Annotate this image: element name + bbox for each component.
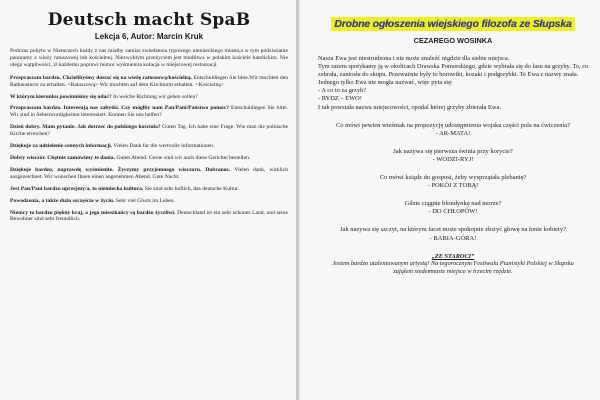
right-page [300,0,600,400]
joke-answer: - WODZI-RYJ! [432,155,474,163]
story-line: Tym razem spotykamy ją w okolicach Drawska Pomorskiego, gdzie wybrała się do lasu na grzyby. To, co zebrała, zaniosła do skupu. Przeważnie były to borowiki, kozaki i podgrzybki. Te Ewa z nazwy znała. Jednego tylko Ewa nie mogła nazwać, więc pyta się: [318,63,589,87]
phrase-item [10,155,288,162]
phrase-polish: Dobry wieczór. Chętnie zamówimy te dania. [10,154,115,161]
phrase-polish: Jest Pan/Pani bardzo uprzejmy/a, to niemiecka kultura. [10,185,144,192]
joke-item [314,226,592,242]
joke-answer: - DO CHŁOPÓW! [428,208,478,216]
lesson-title: Deutsch macht SpaB [47,10,251,30]
phrase-item [10,167,288,181]
phrase-item [10,94,288,101]
phrase-polish: Powodzenia, a także dużo szczęścia w życiu. [10,197,115,204]
joke-item [314,122,592,138]
phrase-item [10,75,288,89]
column-banner-text: Drobne ogłoszenia wiejskiego filozofa ze Słupska [334,18,572,30]
phrase-polish: W którym kierunku powinniśmy się udać? [10,93,112,100]
column-author: CEZAREGO WOSINKA [413,36,493,45]
phrase-german: Entschuldiegen Sie bitte. Wir sind in Sehenwurdigkeiten interessiert. Konnen Sie uns helfen? [10,105,289,119]
phrase-german: Sehr viel Gluck im Leben. [114,197,175,204]
phrase-polish: Niemcy to bardzo piękny kraj, a jego mieszkańcy są bardzo życzliwi. [10,209,176,216]
lesson-intro: Podczas pobytu w Niemczech każdy z nas miałby zamiar zwiedzenia typowego niemieckiego miasta,a w tym podziwianie panoramy z wieży ratuszowej lub kościelnej. Niezwykłym przeżyciem jest modlitwa w polskim kościele katolickim. Nie ulega wątpliwości, iż każdemu poprawi humor wyśmienita kolacja w miejscowej restauracji. [10,48,288,68]
phrase-german: In welche Richtung wir gehen sollen? [111,93,198,100]
phrase-polish: Przepraszam bardzo. Chcielibyśmy dostać się na wieżę ratuszową/kościelną. [10,74,192,81]
joke-item [314,200,592,216]
story-line: I tak powstała nazwa miejscowości, opodal której grzyby zbierała Ewa. [318,103,501,111]
joke-question: Jak nazywa się pierwsza świnia przy korycie? [393,147,513,155]
joke-answer: - POKÓJ Z TOBĄ! [427,182,479,190]
phrase-german: Guten Abend. Gerne sind wir auch diese Gerichte bestellen. [114,154,251,161]
story-line: - A co to za grzyb? [318,87,367,95]
left-page [0,0,297,400]
joke-item [314,174,592,190]
phrase-item [10,198,288,205]
joke-item [314,148,592,164]
phrase-german: Deutschland ist ein sehr schones Land, und seine Bewohner sind sehr freundlich. [10,209,288,223]
phrase-item [10,105,288,119]
joke-question: Co mówi pewien wieśniak na propozycję udostępnienia wojsku części pola na ćwiczenia? [335,121,571,129]
phrase-item [10,143,288,150]
phrase-german: Vielen Dank far die wertvolle informationen. [112,143,215,150]
story-line: Nasza Ewa jest niestrudzona i nie może znaleźć nigdzie dla siebie miejsca. [318,55,510,62]
starocie-box [324,253,582,276]
column-banner [314,14,592,32]
story-line: - RYDZ – EWO! [318,95,362,103]
starocie-text: Jestem bardzo utalentowanym artystą! Na tegorocznym Festiwalu Pianistyki Polskiej w Słupsku zająłem siedemnaste miejsce w trzecim rzędzie. [332,260,574,276]
starocie-title: „ZE STAROCI” [431,252,475,260]
lesson-subtitle: Lekcja 6, Autor: Marcin Kruk [94,32,204,41]
phrase-polish: Dzień dobry. Mam pytanie. Jak dotrzeć do polskiego kościoła? [10,124,161,131]
phrase-german: Vielen dank, wirklich ausgezeichnet. Wir wunschen Ihnen einen angenehmen Abend. Gute Nacht. [10,166,288,180]
story-text [318,55,592,112]
phrase-list [10,75,288,224]
phrase-german: Entschuldiegen Sie bitte.Wir mochten den Rathausturm zu erhalten. <Ratuszową> Wir mochten auf dem Kirchturm erhalten. <Kościelną> [10,74,288,88]
phrase-item [10,124,288,138]
joke-question: Jak nazywa się szczyt, na którym facet może spokojnie złożyć głowę na łonie kobiety? [340,226,566,234]
phrase-polish: Dziękuje bardzo, naprawdę wyśmienite. Życzymy przyjemnego wieczoru. Dobranoc. [10,166,231,173]
phrase-item [10,186,288,193]
joke-answer: - AR-MATA! [435,129,471,137]
phrase-item [10,210,288,224]
phrase-german: Guten Tag. Ich habe eine Frage. Wie man die polnische Kirche erreichen? [10,124,288,138]
phrase-polish: Przepraszam bardzo. Interesują nas zabytki. Czy mógłby nam Pan/Pani/Państwo pomóc? [10,105,230,112]
joke-answer: - BABIA-GÓRA! [429,234,477,242]
joke-question: Co mówi ksiądz do gosposi, żeby wysprzątała plebanię? [379,174,527,182]
joke-list [314,122,592,243]
phrase-german: Sie sind sehr hoflich, das deutsche Kultur. [143,185,239,192]
phrase-polish: Dziękuje za udzielenie cennych informacji. [10,143,113,150]
joke-question: Gdzie ciągnie blondynkę nad morze? [404,200,502,208]
